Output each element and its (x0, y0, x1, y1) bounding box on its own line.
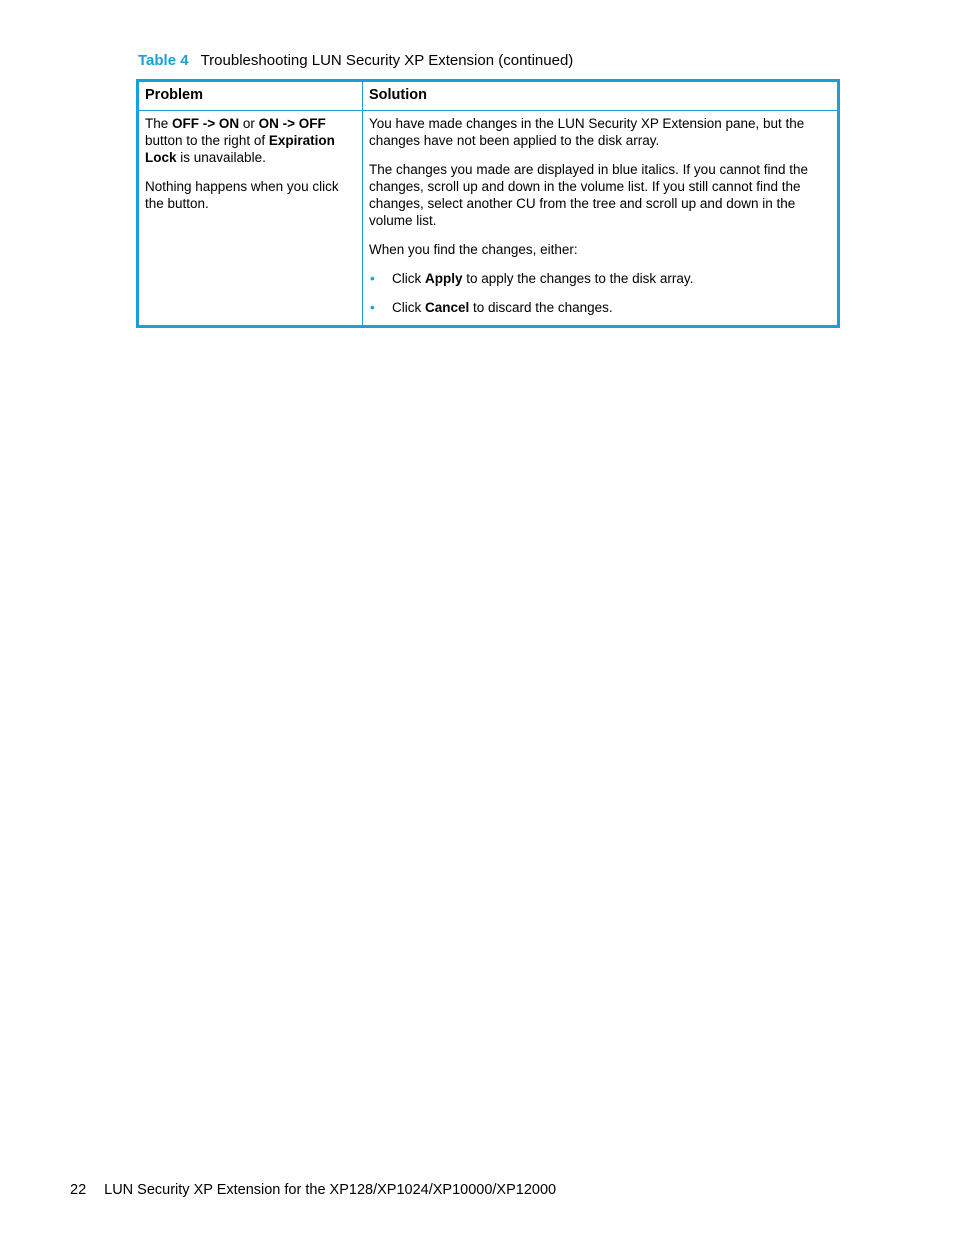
problem-text: The (145, 116, 173, 131)
bullet-icon: • (370, 300, 375, 315)
header-solution: Solution (363, 82, 837, 111)
solution-paragraph-3: When you find the changes, either: (369, 242, 578, 257)
problem-paragraph-1 (145, 115, 356, 166)
solution-cell (363, 111, 837, 328)
problem-paragraph-2: Nothing happens when you click the button. (145, 179, 339, 211)
table-title: Troubleshooting LUN Security XP Extension (continued) (200, 52, 574, 69)
problem-cell (139, 111, 363, 328)
on-off-button-label: ON -> OFF (258, 116, 326, 131)
page-footer (70, 1180, 556, 1200)
solution-bullet-list (369, 270, 831, 316)
apply-label: Apply (425, 271, 463, 286)
bullet-icon: • (370, 271, 375, 286)
list-item-text: Click (392, 271, 425, 286)
list-item-text: Click (392, 300, 425, 315)
footer-title: LUN Security XP Extension for the XP128/XP1024/XP10000/XP12000 (104, 1182, 557, 1198)
list-item (369, 270, 831, 287)
cancel-label: Cancel (425, 300, 470, 315)
solution-paragraph-1: You have made changes in the LUN Security XP Extension pane, but the changes have not been applied to the disk array. (369, 116, 805, 148)
table-number-label: Table 4 (138, 52, 189, 69)
expiration-lock-label: Expiration Lock (145, 133, 335, 165)
problem-text: button to the right of (145, 133, 269, 148)
list-item (369, 299, 831, 316)
list-item-text: to apply the changes to the disk array. (462, 271, 694, 286)
page-number: 22 (70, 1182, 87, 1198)
off-on-button-label: OFF -> ON (172, 116, 240, 131)
problem-text: or (239, 116, 259, 131)
header-problem: Problem (139, 82, 363, 111)
troubleshooting-table (136, 79, 840, 328)
table-caption (138, 51, 573, 71)
solution-paragraph-2: The changes you made are displayed in blue italics. If you cannot find the changes, scroll up and down in the volume list. If you still cannot find the changes, select another CU from the tree and scroll up and down in the volume list. (369, 162, 809, 228)
list-item-text: to discard the changes. (469, 300, 613, 315)
problem-text: is unavailable. (176, 150, 266, 165)
